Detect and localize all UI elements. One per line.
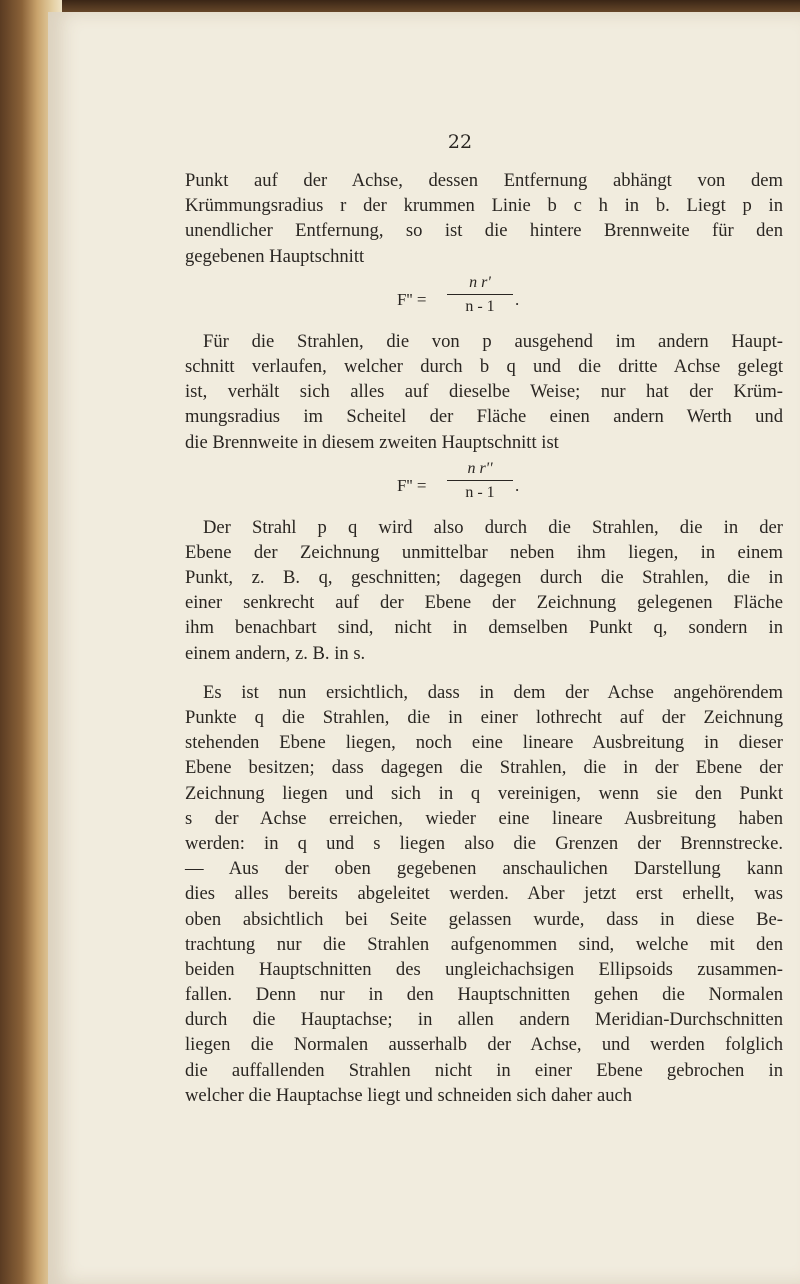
- formula: [185, 459, 783, 509]
- text-line: trachtung nur die Strahlen aufgenommen sind, welche mit den: [185, 933, 783, 955]
- text-line: die auffallenden Strahlen nicht in einer Ebene gebrochen in: [185, 1059, 783, 1081]
- text-line: Punkt auf der Achse, dessen Entfernung abhängt von dem: [185, 170, 783, 191]
- text-line: einer senkrecht auf der Ebene der Zeichnung gelegenen Fläche: [185, 592, 783, 614]
- paragraph: [185, 515, 783, 666]
- formula-fraction: [447, 459, 513, 503]
- formula: [185, 273, 783, 323]
- text-line: ist, verhält sich alles auf dieselbe Weise; nur hat der Krüm-: [185, 381, 783, 403]
- formula-end: .: [515, 289, 520, 309]
- text-line: dies alles bereits abgeleitet werden. Aber jetzt erst erhellt, was: [185, 883, 783, 905]
- text-line: s der Achse erreichen, wieder eine lineare Ausbreitung haben: [185, 807, 783, 829]
- formula-fraction: [447, 273, 513, 317]
- page-body: [185, 168, 783, 1108]
- text-line: ihm benachbart sind, nicht in demselben Punkt q, sondern in: [185, 617, 783, 639]
- formula-end: .: [515, 475, 520, 495]
- fraction-bar: [447, 294, 513, 295]
- text-line: gegebenen Hauptschnitt: [185, 245, 365, 267]
- text-line: Für die Strahlen, die von p ausgehend im andern Haupt-: [203, 330, 783, 352]
- formula-denominator: n - 1: [465, 483, 495, 501]
- page-number: 22: [447, 131, 473, 153]
- text-line: schnitt verlaufen, welcher durch b q und die dritte Achse gelegt: [185, 355, 783, 377]
- paragraph-gap: [185, 666, 783, 680]
- text-line: liegen die Normalen ausserhalb der Achse, und werden folglich: [185, 1034, 783, 1056]
- text-line: Punkte q die Strahlen, die in einer lothrecht auf der Zeichnung: [185, 707, 783, 728]
- text-line: Der Strahl p q wird also durch die Strahlen, die in der: [203, 516, 783, 538]
- text-line: — Aus der oben gegebenen anschaulichen Darstellung kann: [185, 858, 783, 880]
- text-line: Krümmungsradius r der krummen Linie b c h in b. Liegt p in: [185, 195, 783, 217]
- formula-numerator: n r': [469, 273, 491, 291]
- text-line: oben absichtlich bei Seite gelassen wurde, dass in diese Be-: [185, 908, 783, 930]
- formula-lhs: F'' =: [397, 289, 427, 309]
- text-line: stehenden Ebene liegen, noch eine lineare Ausbreitung in dieser: [185, 732, 783, 754]
- paragraph: [185, 329, 783, 455]
- text-line: Ebene besitzen; dass dagegen die Strahlen, die in der Ebene der: [185, 757, 783, 779]
- text-line: einem andern, z. B. in s.: [185, 642, 366, 664]
- text-line: unendlicher Entfernung, so ist die hintere Brennweite für den: [185, 220, 783, 242]
- text-line: werden: in q und s liegen also die Grenzen der Brennstrecke.: [185, 832, 783, 854]
- formula-lhs: F'' =: [397, 475, 427, 495]
- text-line: beiden Hauptschnitten des ungleichachsigen Ellipsoids zusammen-: [185, 958, 783, 980]
- text-line: Zeichnung liegen und sich in q vereinigen, wenn sie den Punkt: [185, 782, 783, 804]
- text-line: Es ist nun ersichtlich, dass in dem der Achse angehörendem: [203, 681, 783, 703]
- formula-denominator: n - 1: [465, 297, 495, 315]
- text-line: Ebene der Zeichnung unmittelbar neben ihm liegen, in einem: [185, 541, 783, 563]
- paragraph: [185, 680, 783, 1108]
- text-line: die Brennweite in diesem zweiten Hauptschnitt ist: [185, 431, 559, 453]
- text-line: Punkt, z. B. q, geschnitten; dagegen durch die Strahlen, die in: [185, 567, 783, 589]
- formula-numerator: n r'': [467, 459, 493, 477]
- text-line: durch die Hauptachse; in allen andern Meridian-Durchschnitten: [185, 1009, 783, 1031]
- fraction-bar: [447, 480, 513, 481]
- text-line: mungsradius im Scheitel der Fläche einen andern Werth und: [185, 406, 783, 428]
- text-line: welcher die Hauptachse liegt und schneiden sich daher auch: [185, 1084, 633, 1106]
- text-line: fallen. Denn nur in den Hauptschnitten gehen die Normalen: [185, 984, 783, 1006]
- paragraph: [185, 168, 783, 269]
